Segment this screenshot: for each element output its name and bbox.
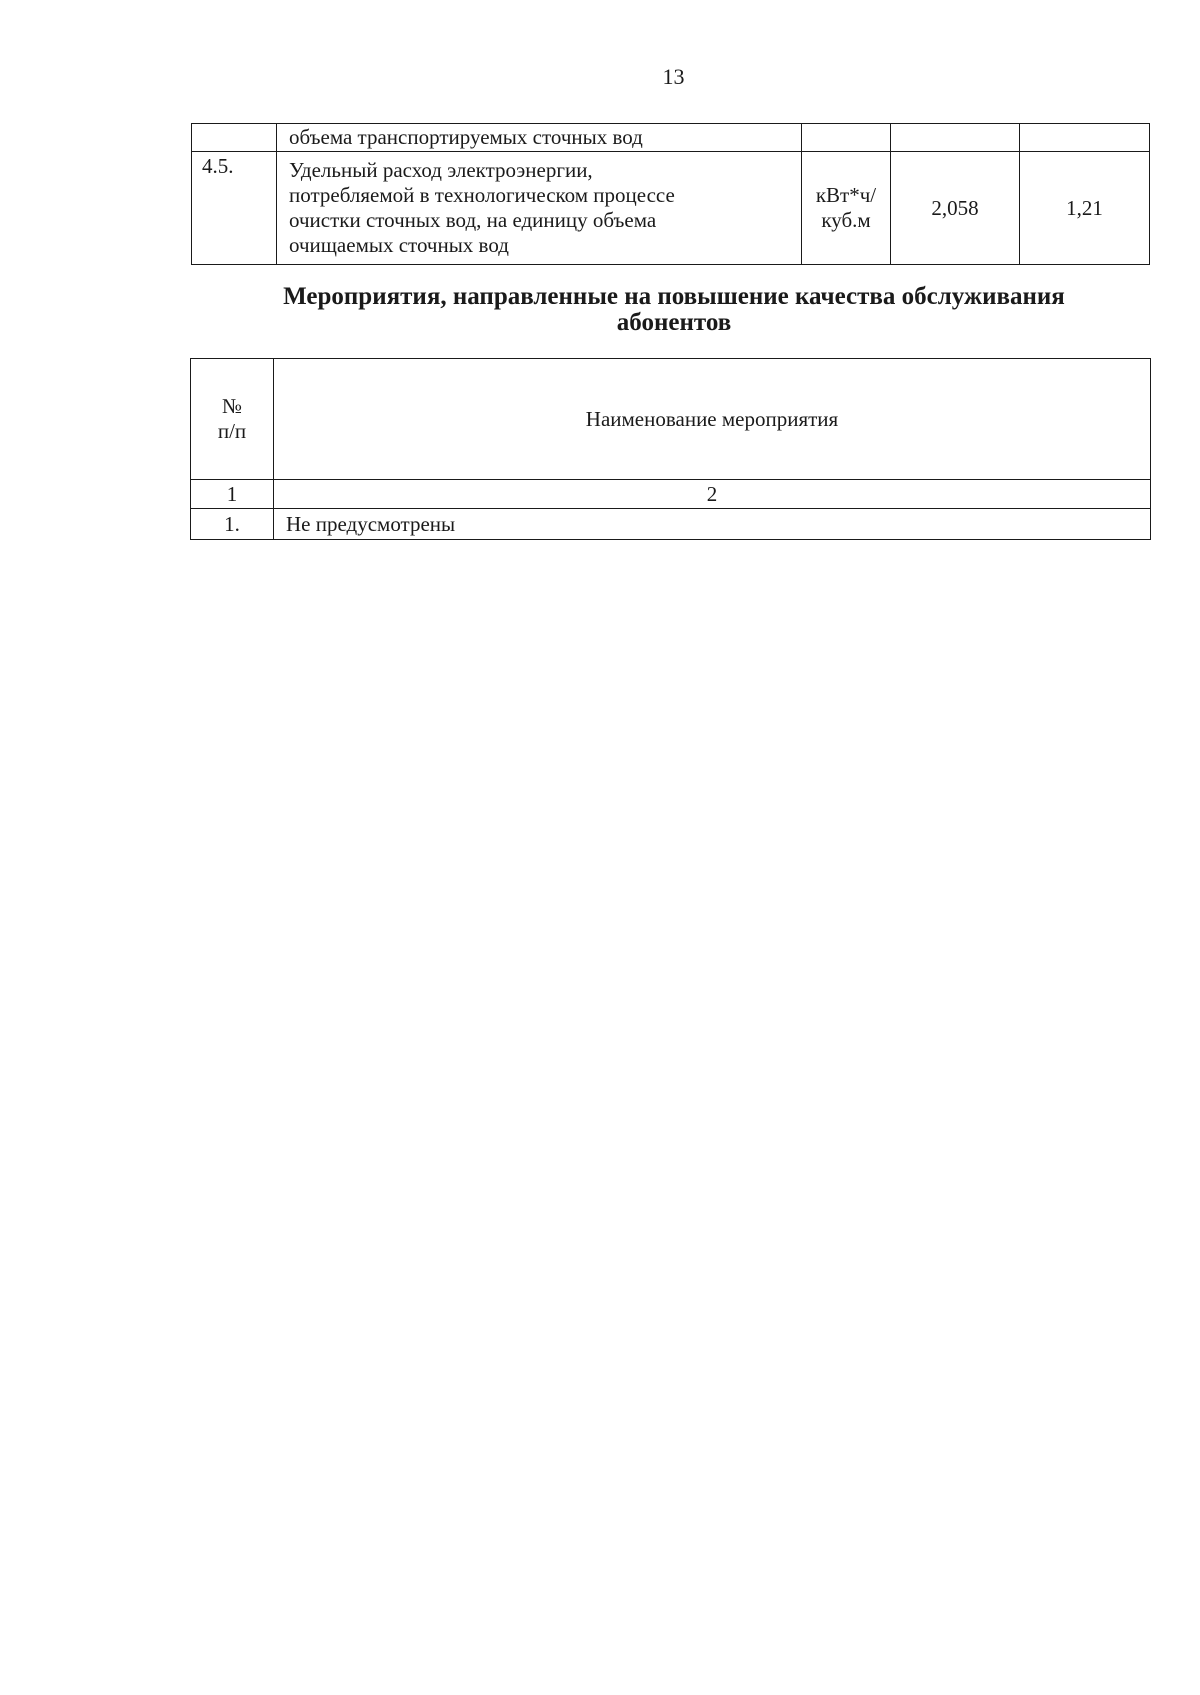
- indicator-name-line: объема транспортируемых сточных вод: [289, 125, 643, 149]
- unit-line: кВт*ч/: [815, 183, 877, 207]
- section-heading-line: абонентов: [616, 309, 732, 336]
- section-heading-line: Мероприятия, направленные на повышение качества обслуживания: [283, 283, 1065, 310]
- page-number: 13: [662, 64, 685, 89]
- column-index-row: [191, 480, 1151, 509]
- section-heading: [200, 284, 1148, 336]
- column-index-name: 2: [274, 480, 1151, 509]
- value-1-cell: 2,058: [891, 152, 1020, 265]
- table-row: [192, 152, 1150, 265]
- measures-table: [190, 358, 1151, 540]
- table-row: [191, 509, 1151, 540]
- indicator-name-line: потребляемой в технологическом процессе: [289, 183, 675, 207]
- column-index-number: 1: [191, 480, 274, 509]
- column-header-number: [191, 359, 274, 480]
- value-2-cell: 1,21: [1020, 152, 1150, 265]
- measure-name-cell: Не предусмотрены: [274, 509, 1151, 540]
- column-header-number-line: №: [221, 394, 243, 418]
- column-header-name: Наименование мероприятия: [274, 359, 1151, 480]
- unit-cell: [802, 124, 891, 152]
- row-number-cell: 1.: [191, 509, 274, 540]
- indicators-table: [191, 123, 1150, 265]
- indicator-name-line: Удельный расход электроэнергии,: [289, 158, 593, 182]
- row-number-cell: [192, 124, 277, 152]
- value-2-cell: [1020, 124, 1150, 152]
- table-header-row: [191, 359, 1151, 480]
- table-row: [192, 124, 1150, 152]
- row-number-cell: 4.5.: [192, 152, 277, 265]
- unit-line: куб.м: [821, 208, 871, 232]
- indicator-name-line: очистки сточных вод, на единицу объема: [289, 208, 657, 232]
- indicator-name-cell: [277, 124, 802, 152]
- column-header-number-line: п/п: [217, 419, 247, 443]
- unit-cell: [802, 152, 891, 265]
- indicator-name-cell: [277, 152, 802, 265]
- value-1-cell: [891, 124, 1020, 152]
- indicator-name-line: очищаемых сточных вод: [289, 233, 509, 257]
